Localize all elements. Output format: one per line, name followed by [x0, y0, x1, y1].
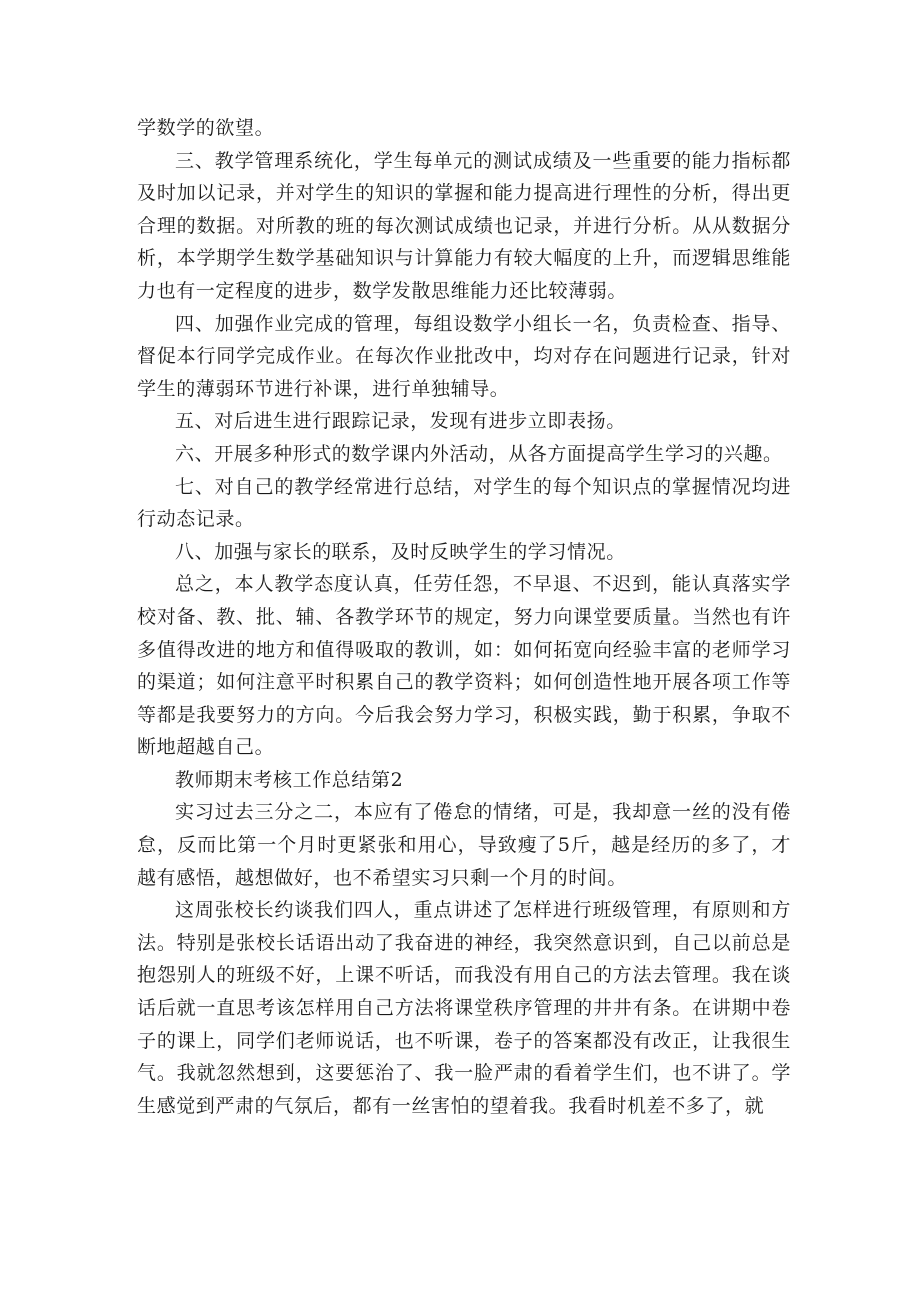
paragraph-item-5: 五、对后进生进行跟踪记录，发现有进步立即表扬。 — [175, 410, 626, 433]
paragraph-internship: 实习过去三分之二，本应有了倦怠的情绪，可是，我却意一丝的没有倦怠，反而比第一个月时更紧张和用心，导致瘦了5斤，越是经历的多了，才越有感悟，越想做好，也不希望实习只剩一个月的时间。 — [137, 801, 791, 889]
paragraph-summary: 总之，本人教学态度认真，任劳任怨，不早退、不迟到，能认真落实学校对备、教、批、辅、各教学环节的规定，努力向课堂要质量。当然也有许多值得改进的地方和值得吸取的教训，如：如何拓宽向经验丰富的老师学习的渠道；如何注意平时积累自己的教学资料；如何创造性地开展各项工作等等都是我要努力的方向。今后我会努力学习，积极实践，勤于积累，争取不断地超越自己。 — [137, 573, 791, 759]
paragraph-continuation: 学数学的欲望。 — [137, 117, 275, 139]
document-body — [137, 112, 791, 1122]
section-title: 教师期末考核工作总结第2 — [175, 768, 404, 791]
paragraph-item-3: 三、教学管理系统化，学生每单元的测试成绩及一些重要的能力指标都及时加以记录，并对学生的知识的掌握和能力提高进行理性的分析，得出更合理的数据。对所教的班的每次测试成绩也记录，并进行分析。从从数据分析，本学期学生数学基础知识与计算能力有较大幅度的上升，而逻辑思维能力也有一定程度的进步，数学发散思维能力还比较薄弱。 — [137, 149, 791, 302]
paragraph-item-8: 八、加强与家长的联系，及时反映学生的学习情况。 — [175, 540, 626, 563]
paragraph-item-6: 六、开展多种形式的数学课内外活动，从各方面提高学生学习的兴趣。 — [175, 442, 783, 465]
paragraph-item-4: 四、加强作业完成的管理，每组设数学小组长一名，负责检查、指导、督促本行同学完成作业。在每次作业批改中，均对存在问题进行记录，针对学生的薄弱环节进行补课，进行单独辅导。 — [137, 312, 791, 400]
paragraph-item-7: 七、对自己的教学经常进行总结，对学生的每个知识点的掌握情况均进行动态记录。 — [137, 475, 791, 531]
paragraph-principal-talk: 这周张校长约谈我们四人，重点讲述了怎样进行班级管理，有原则和方法。特别是张校长话语出动了我奋进的神经，我突然意识到，自己以前总是抱怨别人的班级不好，上课不听话，而我没有用自己的方法去管理。我在谈话后就一直思考该怎样用自己方法将课堂秩序管理的井井有条。在讲期中卷子的课上，同学们老师说话，也不听课，卷子的答案都没有改正，让我很生气。我就忽然想到，这要惩治了、我一脸严肃的看着学生们，也不讲了。学生感觉到严肃的气氛后，都有一丝害怕的望着我。我看时机差不多了，就 — [137, 899, 791, 1117]
